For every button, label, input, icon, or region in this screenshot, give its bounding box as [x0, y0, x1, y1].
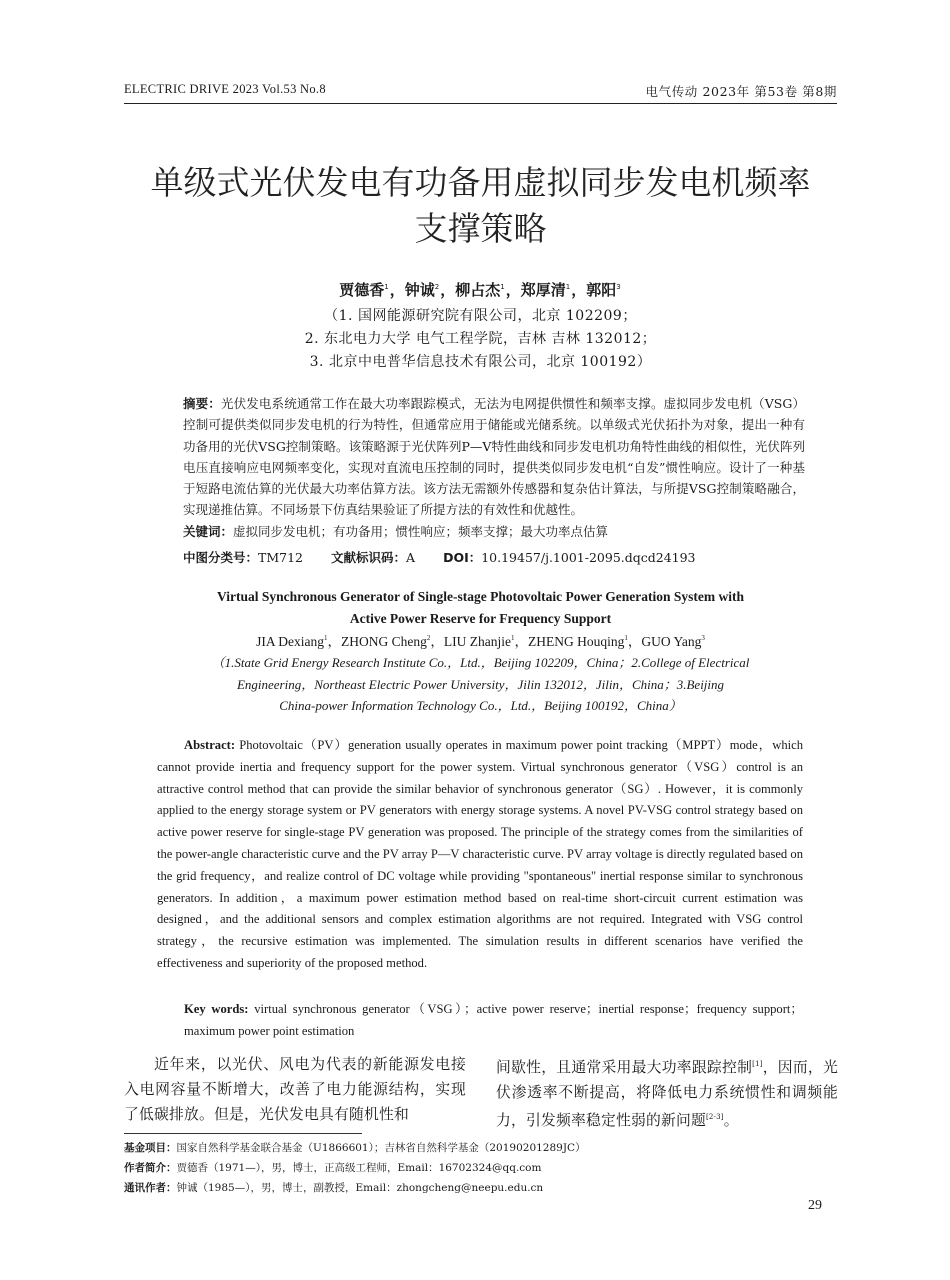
- author-affil-mark: 3: [616, 283, 621, 291]
- keywords-cn: [155, 521, 805, 542]
- affiliations-cn: [124, 305, 837, 374]
- footnote-funding: [124, 1140, 586, 1155]
- title-line-1: 单级式光伏发电有功备用虚拟同步发电机频率: [150, 163, 811, 202]
- body-text: 。: [723, 1112, 739, 1129]
- running-header: [124, 82, 837, 102]
- header-rule: [124, 103, 837, 104]
- author-affil-mark: 3: [701, 634, 705, 642]
- author-affil-mark: 1: [624, 634, 628, 642]
- author-name: 柳占杰: [455, 281, 501, 299]
- author-affil-mark: 1: [500, 283, 505, 291]
- affiliation-en-text: Engineering，Northeast Electric Power University，Jilin 132012，Jilin，China；3.Beijing: [236, 676, 725, 692]
- author-name-en: JIA Dexiang: [256, 634, 324, 649]
- abstract-cn-block: [155, 393, 805, 542]
- doi-value: 10.19457/j.1001-2095.dqcd24193: [481, 550, 696, 565]
- affiliation-en-text: China-power Information Technology Co.，Ltd.，Beijing 100192，China）: [279, 698, 682, 713]
- author-name-en: GUO Yang: [641, 634, 702, 649]
- affiliation-en-line: [124, 695, 837, 717]
- abstract-cn-text: 光伏发电系统通常工作在最大功率跟踪模式，无法为电网提供惯性和频率支撑。虚拟同步发电机（VSG）控制可提供类似同步发电机的行为特性，但通常应用于储能或光储系统。以单级式光伏拓扑为对象，提出一种有功备用的光伏VSG控制策略。该策略源于光伏阵列P—V特性曲线和同步发电机功角特性曲线的相似性，光伏阵列电压直接响应电网频率变化，实现对直流电压控制的同时，提供类似同步发电机“自发”惯性响应。设计了一种基于短路电流估算的光伏最大功率估算方法。该方法无需额外传感器和复杂估计算法，与所提VSG控制策略融合，实现递推估算。不同场景下仿真结果验证了所提方法的有效性和优越性。: [183, 396, 805, 518]
- doi-label: DOI：: [443, 550, 482, 565]
- affiliation-line: 2. 东北电力大学 电气工程学院，吉林 吉林 132012；: [304, 331, 657, 347]
- affiliation-en-line: [124, 674, 837, 696]
- footnote-label: 基金项目：: [124, 1142, 177, 1154]
- body-text: ，因而，光伏渗透率不断提高，将降低电力系统惯性和调频能力，引发频率稳定性弱的新问题: [496, 1059, 838, 1129]
- citation-ref[interactable]: [1]: [752, 1060, 763, 1068]
- abstract-en-text: Photovoltaic（PV）generation usually operates in maximum power point tracking（MPPT）mode，which cannot provide inertia and frequency support for the power system. Virtual synchronous generator（VSG）control is an attractive control method that can provide the similar behavior of synchronous generator（SG）. However，it is commonly applied to the energy storage system or PV generators with energy storage systems. A novel PV-VSG control strategy based on active power reserve for single-stage PV generation was proposed. The principle of the strategy comes from the similarities of the power-angle characteristic curve and the PV array P—V characteristic curve. PV array voltage is directly regulated based on the grid frequency，and realize control of DC voltage while providing "spontaneous" inertial response similar to synchronous generators. In addition，a maximum power estimation method based on real-time short-circuit current estimation was designed，and the additional sensors and complex estimation algorithms are not required. Integrated with VSG control strategy，the recursive estimation was implemented. The simulation results in different scenarios have verified the effectiveness and superiority of the proposed method.: [157, 738, 803, 970]
- footnote-corresponding: [124, 1180, 543, 1195]
- keywords-cn-text: 虚拟同步发电机；有功备用；惯性响应；频率支撑；最大功率点估算: [233, 523, 609, 539]
- footnote-text: 贾德香（1971—），男，博士，正高级工程师，Email：16702324@qq.com: [176, 1162, 542, 1174]
- footnote-label: 作者简介：: [124, 1162, 177, 1174]
- author-list-cn: 贾德香$^1$，钟诚$^2$，柳占杰$^1$，郑厚清$^1$，郭阳$^3$: [339, 281, 621, 299]
- abstract-en-label: Abstract:: [184, 738, 236, 752]
- abstract-cn-label: 摘要：: [183, 396, 221, 411]
- title-line-2: 支撑策略: [414, 209, 547, 248]
- author-name: 郑厚清: [520, 281, 566, 299]
- clc-label: 中图分类号：: [183, 550, 259, 565]
- title-en-line-1: Virtual Synchronous Generator of Single-stage Photovoltaic Power Generation System with: [216, 589, 745, 604]
- author-affil-mark: 2: [426, 634, 431, 642]
- doc-code-label: 文献标识码：: [331, 550, 407, 565]
- author-name: 钟诚: [404, 281, 435, 299]
- affiliation-line: 3. 北京中电普华信息技术有限公司，北京 100192）: [309, 354, 652, 370]
- author-affil-mark: 1: [384, 283, 389, 291]
- keywords-en-text: virtual synchronous generator（VSG）；active power reserve；inertial response；frequency support；maximum power point estimation: [184, 1002, 803, 1038]
- title-en-line-2: Active Power Reserve for Frequency Support: [349, 611, 612, 626]
- keywords-en-label: Key words:: [184, 1002, 249, 1016]
- keywords-en-paragraph: [157, 998, 803, 1042]
- footnote-text: 钟诚（1985—），男，博士，副教授，Email：zhongcheng@neepu.edu.cn: [176, 1182, 544, 1194]
- clc-value: TM712: [258, 550, 304, 565]
- body-column-left: 近年来，以光伏、风电为代表的新能源发电接入电网容量不断增大，改善了电力能源结构，实现了低碳排放。但是，光伏发电具有随机性和: [124, 1056, 466, 1123]
- affiliations-en: [124, 652, 837, 717]
- abstract-cn: [155, 393, 805, 521]
- affiliation-en-text: （1.State Grid Energy Research Institute Co.，Ltd.，Beijing 102209，China；2.College of Electrical: [211, 655, 750, 670]
- author-name-en: ZHENG Houqing: [527, 634, 625, 649]
- author-affil-mark: 1: [324, 634, 328, 642]
- header-journal-cn: 电气传动 2023年 第53卷 第8期: [645, 84, 837, 99]
- affiliation-line: （1. 国网能源研究院有限公司，北京 102209；: [324, 308, 637, 324]
- author-affil-mark: 2: [434, 283, 440, 291]
- paper-title: [124, 160, 837, 252]
- affiliation-en-line: [124, 652, 837, 674]
- author-name: 郭阳: [586, 281, 617, 299]
- body-column-right: [496, 1052, 838, 1133]
- abstract-en: [157, 735, 803, 975]
- footnote-text: 国家自然科学基金联合基金（U1866601）；吉林省自然科学基金（20190201289JC）: [176, 1142, 586, 1154]
- doc-code-value: A: [406, 550, 416, 565]
- author-affil-mark: 1: [510, 634, 515, 642]
- classification-line: [183, 548, 696, 566]
- page-number: 29: [808, 1198, 822, 1213]
- keywords-cn-label: 关键词：: [183, 523, 234, 539]
- body-text: 间歇性，且通常采用最大功率跟踪控制: [496, 1059, 753, 1076]
- author-name: 贾德香: [339, 281, 385, 299]
- abstract-en-paragraph: [157, 735, 803, 975]
- citation-ref[interactable]: [2-3]: [705, 1113, 724, 1121]
- author-list-en: JIA Dexiang$^1$，ZHONG Cheng$^2$，LIU Zhanjie$^1$，ZHENG Houqing$^1$，GUO Yang$^3$: [256, 634, 705, 649]
- footnote-author: [124, 1160, 541, 1175]
- paper-title-en: [124, 586, 837, 630]
- author-name-en: ZHONG Cheng: [341, 634, 427, 649]
- footnote-label: 通讯作者：: [124, 1182, 177, 1194]
- keywords-en: [157, 998, 803, 1042]
- author-affil-mark: 1: [565, 283, 571, 291]
- footnote-rule: [124, 1133, 362, 1134]
- author-name-en: LIU Zhanjie: [443, 634, 511, 649]
- header-journal-en: ELECTRIC DRIVE 2023 Vol.53 No.8: [124, 82, 326, 96]
